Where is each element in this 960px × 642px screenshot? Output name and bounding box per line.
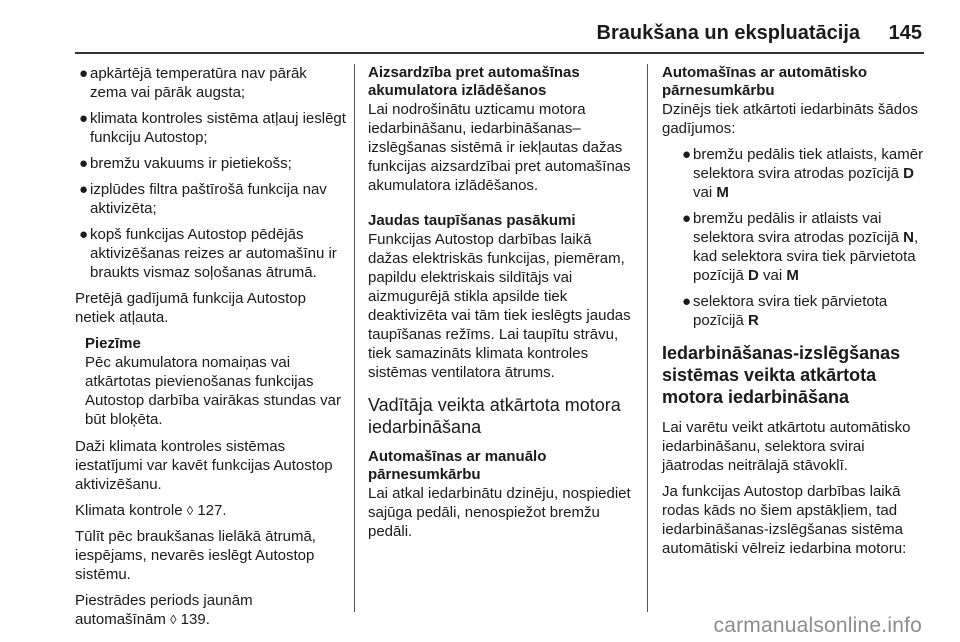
section-heading: Iedarbināšanas-izslēgšanas sistēmas veikta atkārtota motora iedarbināšana	[662, 343, 901, 407]
column-right	[662, 64, 930, 565]
section-heading: Vadītāja veikta atkārtota motora iedarbināšana	[368, 395, 621, 437]
list-item: ● selektora svira tiek pārvietota pozīcijā R	[682, 293, 888, 329]
paragraph: Dzinējs tiek atkārtoti iedarbināts šādos gadījumos:	[662, 101, 918, 137]
paragraph: Pretējā gadījumā funkcija Autostop netiek atļauta.	[75, 290, 306, 326]
subheading: Automašīnas ar manuālo pārnesumkārbu	[368, 448, 547, 483]
restart-conditions-list	[662, 145, 930, 330]
list-item: ● bremžu vakuums ir pietiekošs;	[79, 155, 292, 172]
bullet-icon: ●	[682, 146, 692, 163]
list-item: ● klimata kontroles sistēma atļauj ieslēgt funkciju Autostop;	[79, 110, 346, 146]
column-left	[75, 64, 347, 636]
column-divider	[354, 64, 355, 612]
list-item: ● izplūdes filtra paštīrošā funkcija nav aktivizēta;	[79, 181, 327, 217]
watermark: carmanualsonline.info	[713, 614, 922, 637]
paragraph: Funkcijas Autostop darbības laikā dažas elektriskās funkcijas, piemēram, papildu elektriskais sildītājs vai aizmugurējā stikla apsilde tiek deaktivizēta vai tām tiek ieslēgts jaudas taupīšanas režīms. Lai taupītu strāvu, tiek samazināts klimata kontroles sistēmas ventilatora ātrums.	[368, 231, 631, 381]
column-divider	[647, 64, 648, 612]
paragraph: Lai varētu veikt atkārtotu automātisko iedarbināšanu, selektora svirai jāatrodas neitrālajā stāvoklī.	[662, 419, 911, 474]
column-middle	[368, 64, 634, 548]
list-item: ● kopš funkcijas Autostop pēdējās aktivizēšanas reizes ar automašīnu ir braukts vismaz soļošanas ātrumā.	[79, 226, 337, 281]
chapter-title: Braukšana un ekspluatācija	[596, 22, 860, 44]
subheading: Jaudas taupīšanas pasākumi	[368, 212, 576, 229]
subheading: Aizsardzība pret automašīnas akumulatora izlādēšanos	[368, 64, 580, 99]
paragraph: Lai nodrošinātu uzticamu motora iedarbināšanu, iedarbināšanas– izslēgšanas sistēmā ir iekļautas dažas funkcijas aizsardzībai pret automašīnas akumulatora izlādēšanos.	[368, 101, 631, 194]
note-box	[75, 334, 347, 429]
cross-reference: Piestrādes periods jaunām automašīnām ◊ 139.	[75, 592, 253, 628]
conditions-list	[75, 64, 347, 282]
bullet-icon: ●	[79, 110, 89, 127]
cross-reference: Klimata kontrole ◊ 127.	[75, 502, 227, 519]
note-text: Pēc akumulatora nomaiņas vai atkārtotas pievienošanas funkcijas Autostop darbība vairākas stundas var būt bloķēta.	[85, 354, 341, 428]
subheading: Automašīnas ar automātisko pārnesumkārbu	[662, 64, 868, 99]
page-ref-icon: ◊	[186, 503, 194, 518]
list-item: ● bremžu pedālis ir atlaists vai selektora svira atrodas pozīcijā N, kad selektora svira tiek pārvietota pozīcijā D vai M	[682, 210, 919, 284]
paragraph: Daži klimata kontroles sistēmas iestatījumi var kavēt funkcijas Autostop aktivizēšanu.	[75, 438, 333, 493]
bullet-icon: ●	[79, 181, 89, 198]
paragraph: Tūlīt pēc braukšanas lielākā ātrumā, iespējams, nevarēs ieslēgt Autostop sistēmu.	[75, 528, 316, 583]
bullet-icon: ●	[79, 226, 89, 243]
bullet-icon: ●	[682, 210, 692, 227]
list-item: ● apkārtējā temperatūra nav pārāk zema vai pārāk augsta;	[79, 65, 307, 101]
page-link[interactable]: 127.	[197, 502, 227, 519]
bullet-icon: ●	[79, 65, 89, 82]
list-item: ● bremžu pedālis tiek atlaists, kamēr selektora svira atrodas pozīcijā D vai M	[682, 146, 924, 201]
note-title: Piezīme	[85, 335, 141, 352]
paragraph: Lai atkal iedarbinātu dzinēju, nospiediet sajūga pedāli, nenospiežot bremžu pedāli.	[368, 485, 631, 540]
bullet-icon: ●	[79, 155, 89, 172]
page-ref-icon: ◊	[170, 612, 177, 627]
paragraph: Ja funkcijas Autostop darbības laikā rodas kāds no šiem apstākļiem, tad iedarbināšanas-izslēgšanas sistēma automātiski vēlreiz iedarbina motoru:	[662, 483, 907, 557]
page-link[interactable]: 139.	[180, 611, 210, 628]
bullet-icon: ●	[682, 293, 692, 310]
page-header	[0, 0, 960, 58]
page-number: 145	[888, 22, 922, 44]
header-divider	[75, 52, 924, 54]
